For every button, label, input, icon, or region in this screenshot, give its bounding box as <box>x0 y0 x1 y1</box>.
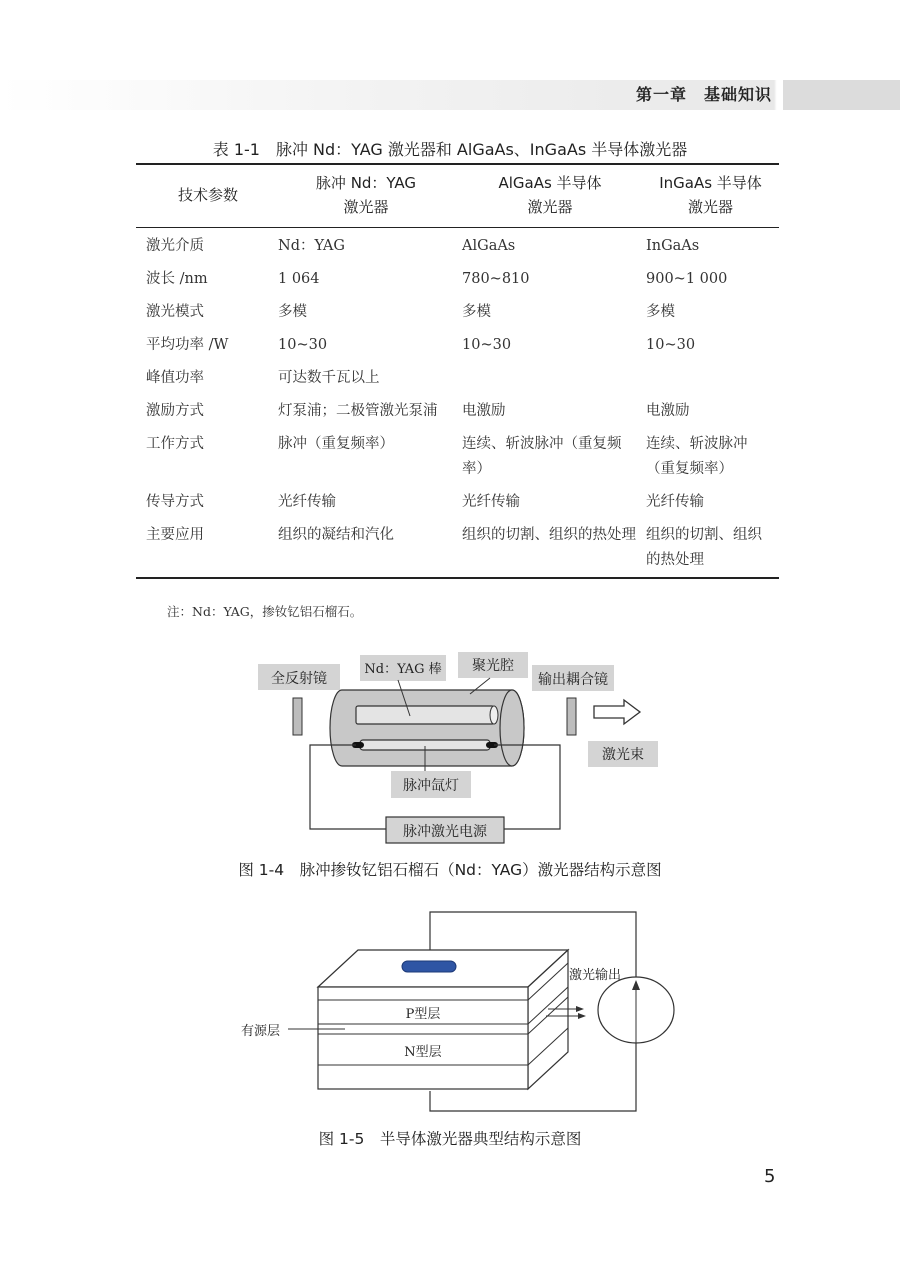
table-cell: 光纤传输 <box>462 494 520 510</box>
table-title: 表 1-1 脉冲 Nd：YAG 激光器和 AlGaAs、InGaAs 半导体激光器 <box>212 140 688 159</box>
laser-output-label: 激光输出 <box>569 968 622 983</box>
rod-label: Nd：YAG 棒 <box>364 662 442 677</box>
table-cell: 电激励 <box>646 403 690 419</box>
nd-yag-laser-diagram <box>250 648 670 848</box>
output-arrowhead <box>578 1013 586 1019</box>
table-row <box>136 486 779 519</box>
table-cell <box>458 362 642 395</box>
spec-table <box>136 163 779 579</box>
figure-1-5-caption: 图 1-5 半导体激光器典型结构示意图 <box>318 1130 582 1148</box>
header-cell: 脉冲 Nd：YAG 激光器 <box>274 164 458 228</box>
table-cell: 连续、斩波脉冲（重复频率） <box>462 436 622 477</box>
page-number: 5 <box>764 1166 776 1187</box>
lamp-label: 脉冲氙灯 <box>403 778 459 794</box>
table-cell: Nd：YAG <box>278 238 345 254</box>
table-row <box>136 395 779 428</box>
table-cell: 脉冲（重复频率） <box>278 436 394 452</box>
table-cell: 多模 <box>462 304 491 320</box>
total-mirror <box>293 698 302 735</box>
table-cell: 900~1 000 <box>646 271 728 287</box>
table-cell: 激光介质 <box>146 238 204 254</box>
semiconductor-laser-diagram <box>230 905 690 1117</box>
table-cell: 光纤传输 <box>278 494 336 510</box>
table-cell: 电激励 <box>462 403 506 419</box>
table-cell: 波长 /nm <box>146 271 208 287</box>
output-mirror-label: 输出耦合镜 <box>538 672 608 688</box>
table-cell: 连续、斩波脉冲（重复频率） <box>646 436 748 477</box>
output-mirror <box>567 698 576 735</box>
table-row <box>136 329 779 362</box>
table-row <box>136 362 779 395</box>
table-cell: 激光模式 <box>146 304 204 320</box>
cavity-end <box>500 690 524 766</box>
table-cell: 可达数千瓦以上 <box>278 370 380 386</box>
header-cell: AlGaAs 半导体 激光器 <box>458 164 642 228</box>
cavity-body <box>330 690 524 766</box>
table-cell: 组织的凝结和汽化 <box>274 519 458 578</box>
table-cell: 10~30 <box>278 337 328 353</box>
p-layer-label: P型层 <box>405 1007 441 1022</box>
n-layer-label: N型层 <box>404 1045 442 1060</box>
laser-beam-arrow <box>594 700 640 724</box>
table-cell: 平均功率 /W <box>146 337 229 353</box>
table-cell: 1 064 <box>278 271 320 287</box>
header-cell: 技术参数 <box>136 164 274 228</box>
active-layer-label: 有源层 <box>241 1024 281 1039</box>
table-note: 注：Nd：YAG，掺钕钇铝石榴石。 <box>167 604 363 619</box>
table-row <box>136 519 779 578</box>
figure-1-4-caption: 图 1-4 脉冲掺钕钇铝石榴石（Nd：YAG）激光器结构示意图 <box>238 861 662 879</box>
table-cell: 10~30 <box>462 337 512 353</box>
table-cell: 组织的切割、组织的热处理 <box>642 519 779 578</box>
chapter-header: 第一章 基础知识 <box>635 85 772 104</box>
beam-label: 激光束 <box>602 747 644 763</box>
chip-front-face <box>318 987 528 1089</box>
table-cell: AlGaAs <box>462 238 516 254</box>
cavity-label: 聚光腔 <box>472 658 514 674</box>
table-cell: 组织的切割、组织的热处理 <box>458 519 642 578</box>
table-row <box>136 263 779 296</box>
top-electrode <box>402 961 456 972</box>
output-arrowhead <box>576 1006 584 1012</box>
table-row <box>136 296 779 329</box>
table-row <box>136 428 779 486</box>
table-cell: 主要应用 <box>136 519 274 578</box>
power-supply-label: 脉冲激光电源 <box>403 824 487 840</box>
table-cell: 多模 <box>646 304 675 320</box>
table-cell: 峰值功率 <box>146 370 204 386</box>
nd-yag-rod <box>356 706 494 724</box>
table-header-row <box>136 164 779 228</box>
table-cell: 780~810 <box>462 271 530 287</box>
header-cell: InGaAs 半导体 激光器 <box>642 164 779 228</box>
table-cell: InGaAs <box>646 238 700 254</box>
table-cell: 传导方式 <box>146 494 204 510</box>
table-cell: 灯泵浦；二极管激光泵浦 <box>278 403 438 419</box>
table-cell: 多模 <box>278 304 307 320</box>
table-cell: 激励方式 <box>146 403 204 419</box>
table-cell <box>642 362 779 395</box>
table-cell: 10~30 <box>646 337 696 353</box>
table-cell: 工作方式 <box>146 436 204 452</box>
table-row <box>136 228 779 264</box>
rod-end <box>490 706 498 724</box>
total-mirror-label: 全反射镜 <box>271 671 327 687</box>
table-cell: 光纤传输 <box>646 494 704 510</box>
